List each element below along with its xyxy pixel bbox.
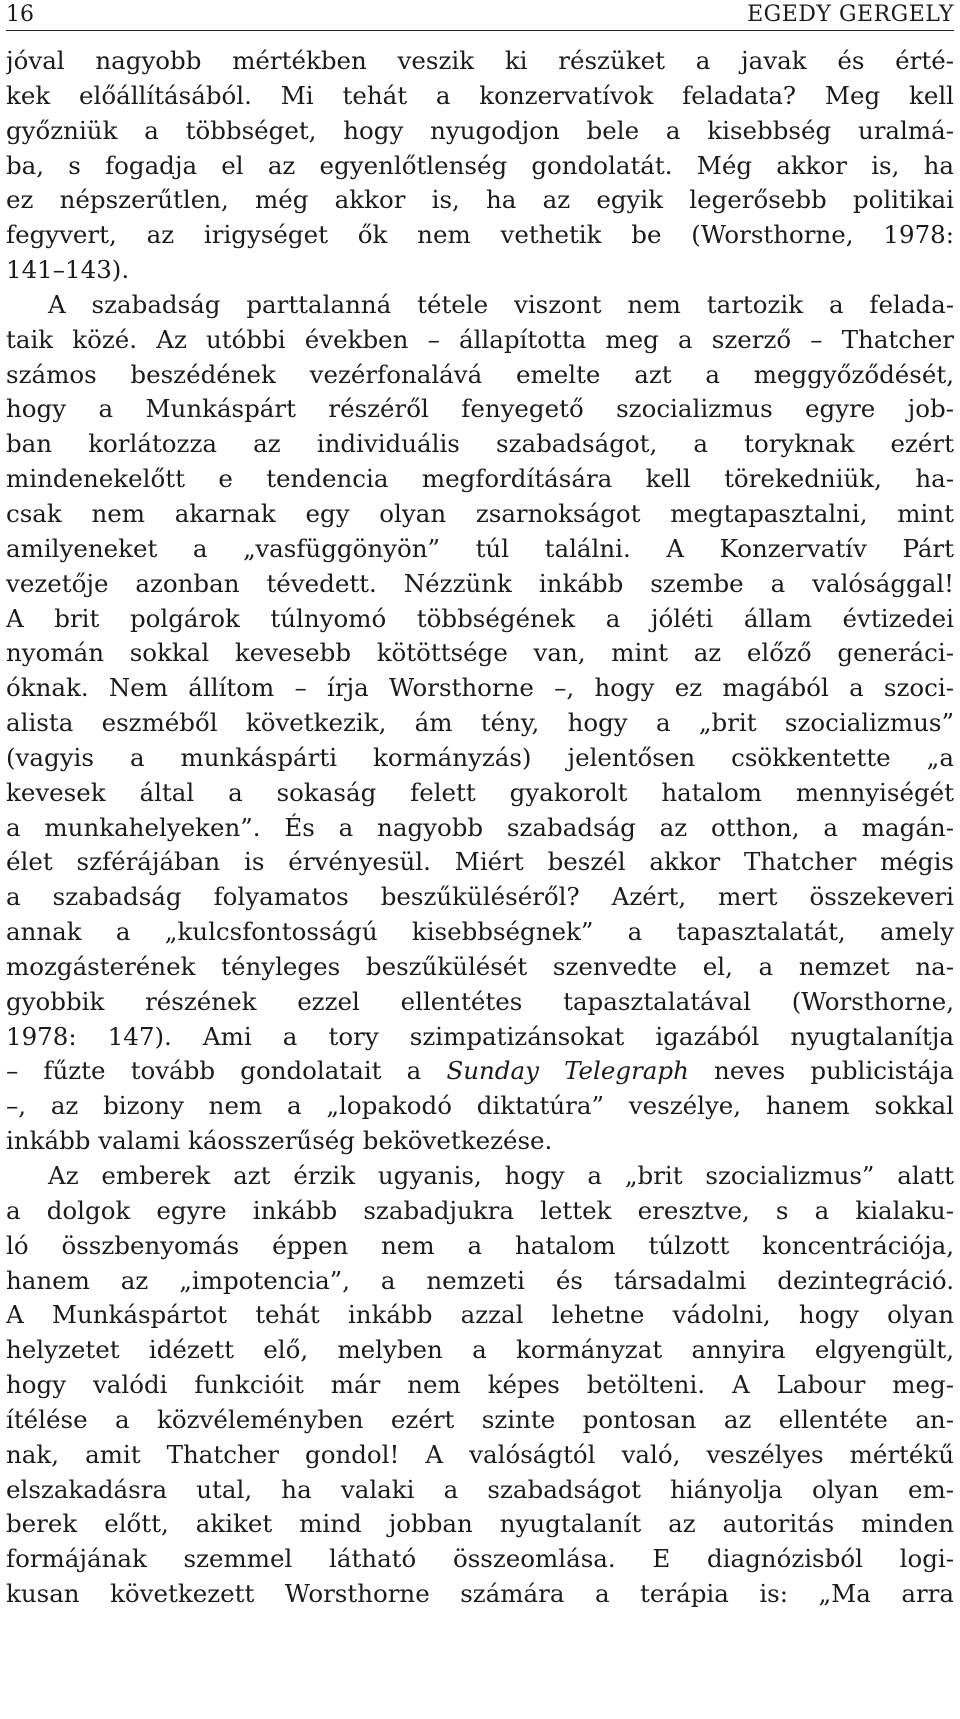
text-line: óknak. Nem állítom – írja Worsthorne –, hogy ez magából a szoci- [6, 673, 954, 703]
page-header [6, 0, 954, 31]
text-line: formájának szemmel látható összeomlása. E diagnózisból logi- [6, 1544, 954, 1574]
text-line: elszakadásra utal, ha valaki a szabadságot hiányolja olyan em- [6, 1474, 954, 1504]
italic-title: Sunday Telegraph [446, 1056, 689, 1086]
text-line: ban korlátozza az individuális szabadságot, a toryknak ezért [6, 429, 954, 459]
text-line: nyomán sokkal kevesebb kötöttsége van, mint az előző generáci- [6, 638, 954, 668]
text-line: gyobbik részének ezzel ellentétes tapasztalatával (Worsthorne, [6, 986, 954, 1016]
text-line: hogy valódi funkcióit már nem képes betölteni. A Labour meg- [6, 1370, 954, 1400]
text-line: ló összbenyomás éppen nem a hatalom túlzott koncentrációja, [6, 1230, 954, 1260]
text-line: amilyeneket a „vasfüggönyön” túl találni. A Konzervatív Párt [6, 533, 954, 563]
body-text [6, 44, 954, 1612]
text-line: ba, s fogadja el az egyenlőtlenség gondolatát. Még akkor is, ha [6, 150, 954, 180]
text-line: helyzetet idézett elő, melyben a kormányzat annyira elgyengült, [6, 1335, 954, 1365]
text-line: győzniük a többséget, hogy nyugodjon bele a kisebbség uralmá- [6, 115, 954, 145]
text-line: jóval nagyobb mértékben veszik ki részüket a javak és érté- [6, 46, 954, 75]
running-head: EGEDY GERGELY [747, 2, 954, 27]
text-line: A brit polgárok túlnyomó többségének a jóléti állam évtizedei [6, 603, 954, 633]
text-line: (vagyis a munkáspárti kormányzás) jelentősen csökkentette „a [6, 742, 954, 772]
text-line: 141–143). [6, 255, 130, 285]
text-line: a szabadság folyamatos beszűküléséről? Azért, mert összekeveri [6, 882, 954, 912]
text-line: hogy a Munkáspárt részéről fenyegető szocializmus egyre job- [6, 394, 954, 424]
text-line: élet szférájában is érvényesül. Miért beszél akkor Thatcher mégis [6, 847, 954, 877]
text-line: a munkahelyeken”. És a nagyobb szabadság az otthon, a magán- [6, 812, 954, 842]
text-line: mindenekelőtt e tendencia megfordítására kell törekedniük, ha- [6, 464, 954, 494]
text-line: kek előállításából. Mi tehát a konzervatívok feladata? Meg kell [6, 80, 954, 110]
page-number: 16 [6, 2, 34, 27]
text-line: hanem az „impotencia”, a nemzeti és társadalmi dezintegráció. [6, 1265, 954, 1295]
text-line: számos beszédének vezérfonalává emelte azt a meggyőződését, [6, 359, 954, 389]
text-line: csak nem akarnak egy olyan zsarnokságot megtapasztalni, mint [6, 498, 954, 528]
text-line: vezetője azonban tévedett. Nézzünk inkább szembe a valósággal! [6, 568, 954, 598]
text-line: –, az bizony nem a „lopakodó diktatúra” veszélye, hanem sokkal [6, 1091, 954, 1121]
text-line: A szabadság parttalanná tétele viszont nem tartozik a felada- [48, 289, 954, 319]
text-line: annak a „kulcsfontosságú kisebbségnek” a tapasztalatát, amely [6, 917, 954, 947]
text-line: a dolgok egyre inkább szabadjukra lettek eresztve, s a kialaku- [6, 1195, 954, 1225]
text-line: kusan következett Worsthorne számára a terápia is: „Ma arra [6, 1579, 954, 1609]
text-line: ítélése a közvéleményben ezért szinte pontosan az ellentéte an- [6, 1404, 954, 1434]
text-line: alista eszméből következik, ám tény, hogy a „brit szocializmus” [6, 708, 954, 738]
text-line: 1978: 147). Ami a tory szimpatizánsokat igazából nyugtalanítja [6, 1021, 954, 1051]
paragraph [6, 44, 954, 288]
text-line: fegyvert, az irigységet ők nem vethetik be (Worsthorne, 1978: [6, 220, 954, 250]
text-line: Az emberek azt érzik ugyanis, hogy a „brit szocializmus” alatt [48, 1161, 954, 1190]
text-line: inkább valami káosszerűség bekövetkezése. [6, 1126, 553, 1156]
text-line: taik közé. Az utóbbi években – állapította meg a szerző – Thatcher [6, 324, 954, 354]
text-line: nak, amit Thatcher gondol! A valóságtól való, veszélyes mértékű [6, 1439, 954, 1469]
text-line: mozgásterének tényleges beszűkülését szenvedte el, a nemzet na- [6, 951, 954, 981]
text-line: – fűzte tovább gondolatait a Sunday Telegraph neves publicistája [6, 1056, 954, 1086]
text-line: ez népszerűtlen, még akkor is, ha az egyik legerősebb politikai [6, 185, 954, 215]
text-line: kevesek által a sokaság felett gyakorolt hatalom mennyiségét [6, 777, 954, 807]
paragraph [6, 1159, 954, 1612]
text-line: A Munkáspártot tehát inkább azzal lehetne vádolni, hogy olyan [6, 1300, 954, 1330]
paragraph [6, 288, 954, 1159]
text-line: berek előtt, akiket mind jobban nyugtalanít az autoritás minden [6, 1509, 954, 1539]
